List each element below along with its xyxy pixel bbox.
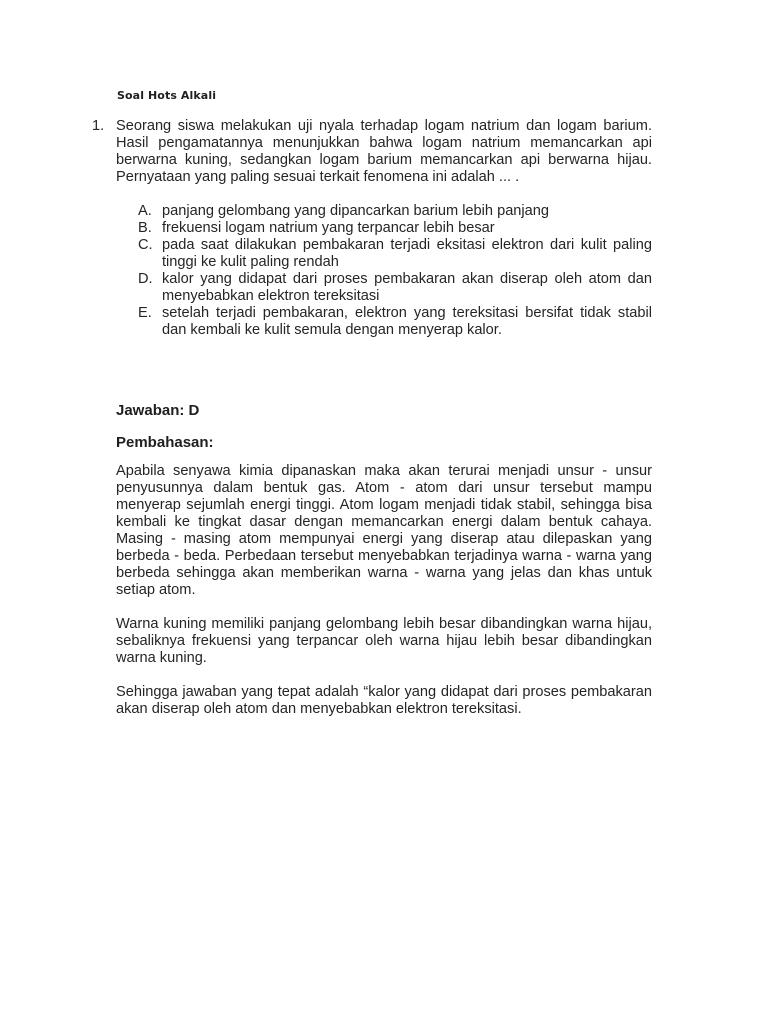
discussion-paragraph: Sehingga jawaban yang tepat adalah “kalor yang didapat dari proses pembakaran akan diserap oleh atom dan menyebabkan elektron tereksitasi. — [116, 684, 652, 717]
option-letter: E. — [138, 305, 152, 321]
option-text: kalor yang didapat dari proses pembakaran akan diserap oleh atom dan menyebabkan elektron tereksitasi — [162, 271, 652, 304]
option-letter: A. — [138, 203, 152, 219]
option-letter: D. — [138, 271, 153, 287]
discussion-heading: Pembahasan: — [116, 434, 214, 451]
answer-options-list — [138, 203, 652, 339]
option-text: setelah terjadi pembakaran, elektron yang tereksitasi bersifat tidak stabil dan kembali ke kulit semula dengan menyerap kalor. — [162, 305, 652, 338]
option-text: frekuensi logam natrium yang terpancar lebih besar — [162, 220, 495, 236]
discussion-paragraph: Apabila senyawa kimia dipanaskan maka akan terurai menjadi unsur - unsur penyusunnya dalam bentuk gas. Atom - atom dari unsur tersebut mampu menyerap sejumlah energi tinggi. Atom logam menjadi tidak stabil, sehingga bisa kembali ke tingkat dasar dengan memancarkan energi dalam bentuk cahaya. Masing - masing atom mempunyai energi yang diserap atau dilepaskan yang berbeda - beda. Perbedaan tersebut menyebabkan terjadinya warna - warna yang berbeda sehingga akan memberikan warna - warna yang jelas dan khas untuk setiap atom. — [116, 463, 652, 598]
option-text: panjang gelombang yang dipancarkan barium lebih panjang — [162, 203, 550, 219]
option-letter: C. — [138, 237, 153, 253]
document-title: Soal Hots Alkali — [117, 89, 217, 102]
discussion-paragraph: Warna kuning memiliki panjang gelombang lebih besar dibandingkan warna hijau, sebaliknya frekuensi yang terpancar oleh warna hijau lebih besar dibandingkan warna kuning. — [116, 616, 652, 666]
option-e — [138, 305, 652, 339]
option-letter: B. — [138, 220, 152, 236]
answer-key: Jawaban: D — [116, 402, 200, 419]
option-b — [138, 220, 652, 237]
option-d — [138, 271, 652, 305]
question-text: Seorang siswa melakukan uji nyala terhadap logam natrium dan logam barium. Hasil pengamatannya menunjukkan bahwa logam natrium memancarkan api berwarna kuning, sedangkan logam barium memancarkan api berwarna hijau. Pernyataan yang paling sesuai terkait fenomena ini adalah ... . — [116, 118, 652, 185]
question-number: 1. — [92, 118, 105, 134]
question-block — [92, 118, 652, 339]
option-text: pada saat dilakukan pembakaran terjadi eksitasi elektron dari kulit paling tinggi ke kulit paling rendah — [162, 237, 652, 270]
discussion-body — [116, 463, 652, 735]
option-a — [138, 203, 652, 220]
option-c — [138, 237, 652, 271]
